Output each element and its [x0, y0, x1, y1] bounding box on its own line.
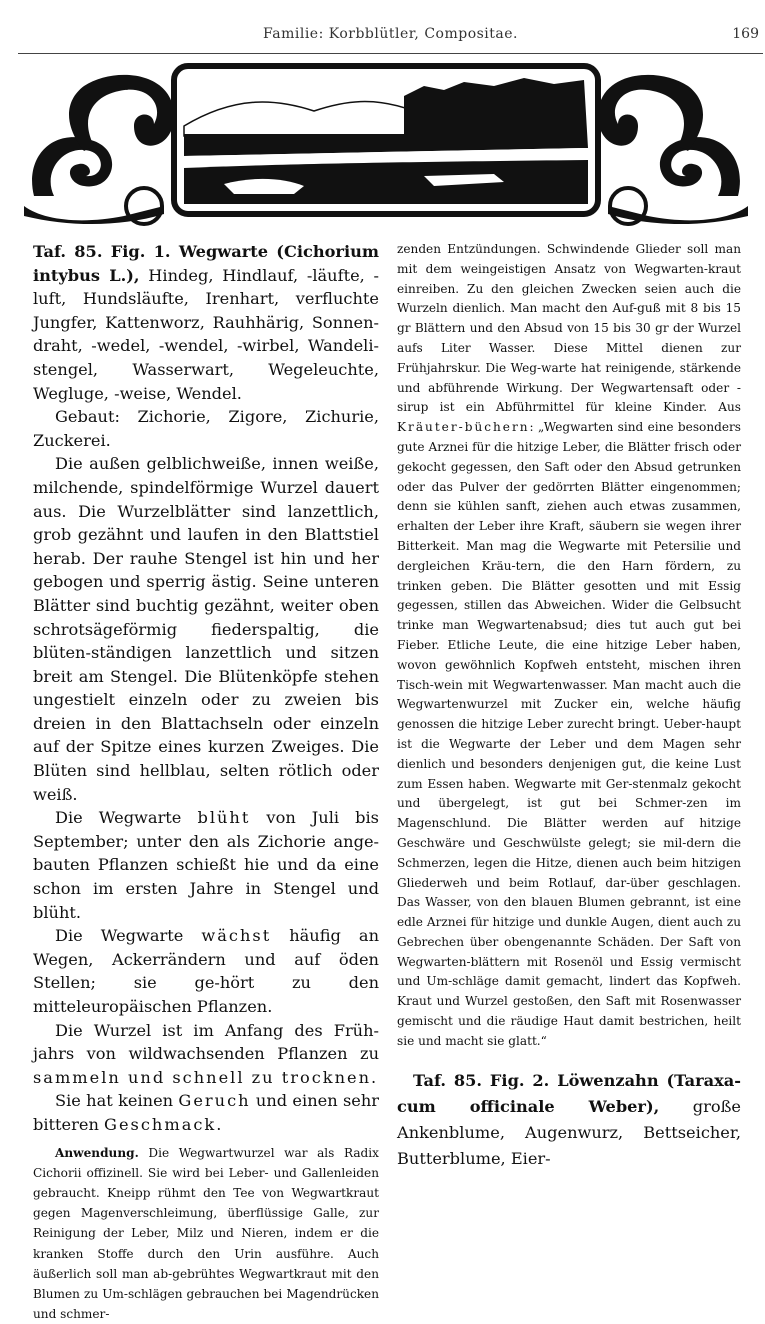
running-head: Familie: Korbblütler, Compositae. [262, 26, 518, 42]
section-heading: Taf. 85. Fig. 1. Wegwarte (Cichorium intybus L.), [33, 242, 379, 285]
spaced-term: sammeln und schnell zu trocknen. [33, 1067, 379, 1087]
text: Die Wegwarte [55, 926, 202, 946]
header-rule [18, 53, 763, 54]
landscape-scene [174, 66, 598, 214]
paragraph [33, 240, 379, 405]
page-header [18, 22, 763, 48]
section-heading: Taf. 85. Fig. 2. Löwenzahn (Taraxa-cum officinale Weber), [397, 1070, 741, 1116]
text: zenden Entzündungen. Schwindende Glieder soll man mit dem weingeistigen Ansatz von Wegwarten-kraut einreiben. Zu den gleichen Zwecken seien auch die Wurzeln dienlich. Man macht den Auf-guß mit 8 bis 15 gr Blättern und den Absud von 15 bis 30 gr der Wurzel aufs Liter Wasser. Diese Mittel dienen zur Frühjahrskur. Die Weg-warte hat reinigende, stärkende und abführende Wirkung. Der Wegwartensaft oder -sirup ist ein Abführmittel für kleine Kinder. Aus [397, 242, 741, 415]
paragraph [397, 1068, 741, 1172]
text: von Juli bis September; unter den als Zichorie ange-bauten Pflanzen schießt hie und da eine schon im ersten Jahre in Stengel und blüht. [33, 808, 379, 922]
text: : „Wegwarten sind eine besonders gute Arznei für die hitzige Leber, die Blätter frisch oder gekocht gegessen, den Saft oder den Absud getrunken oder das Pulver der gedörrten Blätter eingenommen; denn sie kühlen sanft, ziehen auch etwas zusammen, erhalten der Leber ihre Kraft, säubern sie wegen ihrer Bitterkeit. Man mag die Wegwarte mit Petersilie und dergleichen Kräu-tern, die den Harn fördern, zu trinken geben. Die Blätter gesotten und mit Essig gegessen, stillen das Abweichen. Wider die Gelbsucht trinke man Wegwartenabsud; dies tut auch gut bei Fieber. Etliche Leute, die eine hitzige Leber haben, wovon gewöhnlich Kopfweh entsteht, mischen ihren Tisch-wein mit Wegwartenwasser. Man macht auch die Wegwartenwurzel mit Zucker ein, welche häufig genossen die hitzige Leber zurecht bringt. Ueber-haupt ist die Wegwarte der Leber und dem Magen sehr dienlich und besonders denjenigen gut, die keine Lust zum Essen haben. Wegwarte mit Ger-stenmalz gekocht und übergelegt, ist gut bei Schmer-zen im Magenschlund. Die Blätter werden auf hitzige Geschwäre und Geschwülste gelegt; sie mil-dern die Schmerzen, legen die Hitze, dienen auch beim hitzigen Gliederweh und beim Rotlauf, dar-über geschlagen. Das Wasser, von den blauen Blumen gebrannt, ist eine edle Arznei für hitzige und dunkle Augen, dient auch zu Gebrechen über obengenannte Schäden. Der Saft von Wegwarten-blättern mit Rosenöl und Essig vermischt und Um-schläge damit gemacht, lindert das Kopfweh. Kraut und Wurzel gestoßen, den Saft mit Rosenwasser gemischt und die räudige Haut damit bestrichen, heilt sie und macht sie glatt.“ [397, 420, 741, 1048]
text: und einen sehr bitteren [33, 1091, 379, 1134]
paragraph [33, 806, 379, 924]
landscape-vignette [24, 56, 748, 228]
synonyms-text: Hindeg, Hindlauf, -läufte, -luft, Hundsläufte, Irenhart, verfluchte Jungfer, Kattenworz, Rauhhärig, Sonnen-draht, -wedel, -wendel, -wirbel, Wandeli-stengel, Wasserwart, Wegeleuchte, Wegluge, -weise, Wendel. [33, 265, 380, 403]
page-number: 169 [732, 26, 759, 42]
right-scroll-ornament [598, 75, 748, 224]
paragraph [33, 924, 379, 1018]
paragraph [33, 1019, 379, 1090]
spaced-term: blüht [197, 808, 251, 828]
left-column [33, 240, 379, 1324]
paragraph [33, 1089, 379, 1136]
paragraph: Gebaut: Zichorie, Zigore, Zichurie, Zuckerei. [33, 407, 379, 450]
text: Die Wurzel ist im Anfang des Früh-jahrs von wildwachsenden Pflanzen zu [33, 1020, 379, 1064]
right-column [397, 240, 741, 1172]
text: Sie hat keinen [55, 1091, 179, 1111]
spaced-term: Geruch [178, 1091, 251, 1111]
paragraph [33, 1143, 379, 1324]
text: häufig an Wegen, Ackerrändern und auf öden Stellen; sie ge-hört zu den mitteleuropäischen Pflanzen. [33, 926, 379, 1016]
spaced-term: Geschmack. [104, 1114, 224, 1134]
text: Die Wegwarte [55, 808, 198, 828]
spaced-term: wächst [201, 926, 272, 946]
paragraph [397, 240, 741, 1052]
spaced-term: Kräuter-büchern [397, 420, 530, 435]
text: Die Wegwartwurzel war als Radix Cichorii offizinell. Sie wird bei Leber- und Gallenleiden gebraucht. Kneipp rühmt den Tee von Wegwartkraut gegen Magenverschleimung, überflüssige Galle, zur Reinigung der Leber, Milz und Nieren, indem er die kranken Stoffe durch den Urin ausführe. Auch äußerlich soll man ab-gebrühtes Wegwartkraut mit den Blumen zu Um-schlägen gebrauchen bei Magendrücken und schmer- [33, 1145, 379, 1322]
synonyms-text: große Ankenblume, Augenwurz, Bettseicher, Butterblume, Eier- [397, 1096, 741, 1168]
subheading: Anwendung. [55, 1145, 139, 1160]
paragraph: Die außen gelblichweiße, innen weiße, milchende, spindelförmige Wurzel dauert aus. Die Wurzelblätter sind lanzettlich, grob gezähnt und laufen in den Blattstiel herab. Der rauhe Stengel ist hin und her gebogen und sperrig ästig. Seine unteren Blätter sind buchtig gezähnt, weiter oben schrotsägeförmig fiederspaltig, die blüten-ständigen lanzettlich und sitzen breit am Stengel. Die Blütenköpfe stehen ungestielt einzeln oder zu zweien bis dreien in den Blattachseln oder einzeln auf der Spitze eines kurzen Zweiges. Die Blüten sind hellblau, selten rötlich oder weiß. [33, 454, 379, 804]
left-scroll-ornament [24, 75, 174, 224]
